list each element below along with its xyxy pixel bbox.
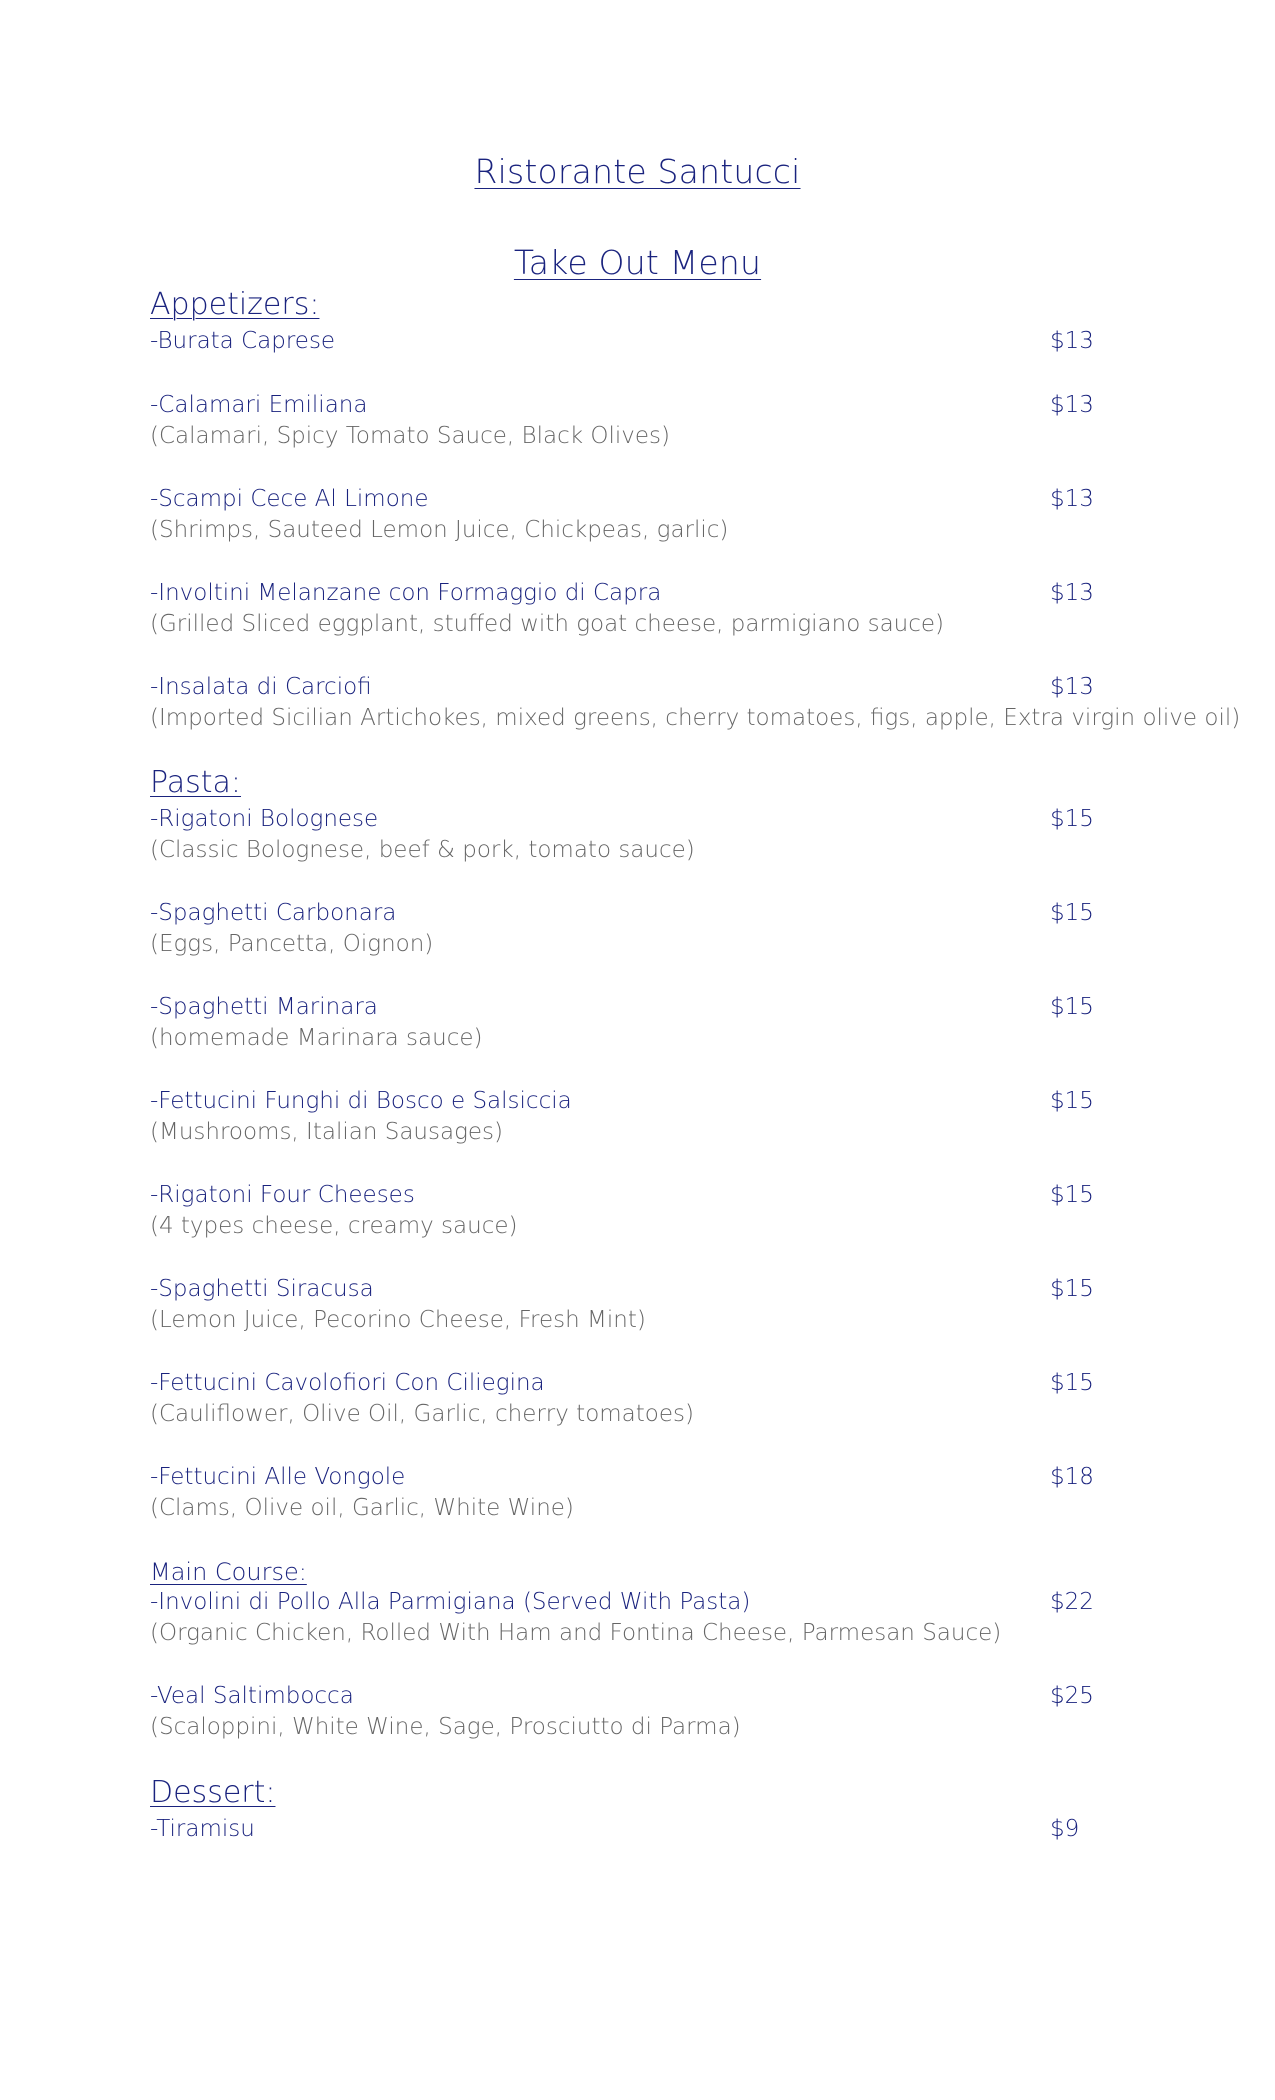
menu-title: Take Out Menu bbox=[513, 243, 762, 282]
menu-item-description: (homemade Marinara sauce) bbox=[150, 1025, 483, 1051]
menu-item-description: (Mushrooms, Italian Sausages) bbox=[150, 1119, 503, 1145]
menu-item-price: $15 bbox=[1050, 900, 1094, 926]
menu-item-description: (Classic Bolognese, beef & pork, tomato sauce) bbox=[150, 837, 695, 863]
menu-item-price: $13 bbox=[1050, 580, 1094, 606]
menu-item-price: $13 bbox=[1050, 674, 1094, 700]
menu-item-price: $13 bbox=[1050, 328, 1094, 354]
menu-item-description: (Eggs, Pancetta, Oignon) bbox=[150, 931, 434, 957]
menu-item-description: (Lemon Juice, Pecorino Cheese, Fresh Mint) bbox=[150, 1307, 646, 1333]
menu-item-name: -Spaghetti Carbonara bbox=[150, 900, 397, 926]
menu-item-description: (4 types cheese, creamy sauce) bbox=[150, 1213, 518, 1239]
menu-item-name: -Fettucini Cavolofiori Con Ciliegina bbox=[150, 1370, 545, 1396]
menu-item-name: -Burata Caprese bbox=[150, 328, 336, 354]
menu-item-price: $13 bbox=[1050, 486, 1094, 512]
menu-item-name: -Fettucini Funghi di Bosco e Salsiccia bbox=[150, 1088, 572, 1114]
menu-item-price: $15 bbox=[1050, 1088, 1094, 1114]
menu-item-price: $15 bbox=[1050, 994, 1094, 1020]
menu-item-price: $9 bbox=[1050, 1816, 1080, 1842]
menu-item-name: -Involtini Melanzane con Formaggio di Capra bbox=[150, 580, 662, 606]
menu-item-price: $25 bbox=[1050, 1683, 1094, 1709]
main-course-heading: Main Course: bbox=[150, 1558, 307, 1586]
menu-item-price: $15 bbox=[1050, 1370, 1094, 1396]
menu-item-description: (Grilled Sliced eggplant, stuffed with goat cheese, parmigiano sauce) bbox=[150, 611, 945, 637]
menu-item-description: (Clams, Olive oil, Garlic, White Wine) bbox=[150, 1495, 574, 1521]
menu-item-name: -Insalata di Carciofi bbox=[150, 674, 372, 700]
menu-item-name: -Calamari Emiliana bbox=[150, 392, 368, 418]
menu-item-description: (Organic Chicken, Rolled With Ham and Fontina Cheese, Parmesan Sauce) bbox=[150, 1620, 1002, 1646]
menu-item-name: -Tiramisu bbox=[150, 1816, 255, 1842]
menu-item-price: $15 bbox=[1050, 1182, 1094, 1208]
menu-item-name: -Rigatoni Bolognese bbox=[150, 806, 379, 832]
pasta-heading: Pasta: bbox=[150, 765, 242, 800]
menu-item-name: -Spaghetti Marinara bbox=[150, 994, 378, 1020]
menu-item-name: -Scampi Cece Al Limone bbox=[150, 486, 429, 512]
dessert-heading: Dessert: bbox=[150, 1775, 276, 1810]
appetizers-heading: Appetizers: bbox=[150, 287, 320, 322]
menu-item-description: (Shrimps, Sauteed Lemon Juice, Chickpeas, garlic) bbox=[150, 517, 729, 543]
menu-item-description: (Cauliflower, Olive Oil, Garlic, cherry tomatoes) bbox=[150, 1401, 694, 1427]
menu-item-name: -Veal Saltimbocca bbox=[150, 1683, 354, 1709]
restaurant-name: Ristorante Santucci bbox=[474, 152, 801, 191]
menu-item-description: (Calamari, Spicy Tomato Sauce, Black Olives) bbox=[150, 423, 670, 449]
menu-item-name: -Fettucini Alle Vongole bbox=[150, 1464, 406, 1490]
menu-item-price: $22 bbox=[1050, 1589, 1094, 1615]
menu-item-description: (Scaloppini, White Wine, Sage, Prosciutto di Parma) bbox=[150, 1714, 741, 1740]
menu-item-price: $18 bbox=[1050, 1464, 1094, 1490]
menu-item-price: $15 bbox=[1050, 1276, 1094, 1302]
menu-item-price: $15 bbox=[1050, 806, 1094, 832]
menu-item-name: -Involini di Pollo Alla Parmigiana (Served With Pasta) bbox=[150, 1589, 751, 1615]
menu-item-name: -Rigatoni Four Cheeses bbox=[150, 1182, 415, 1208]
menu-item-description: (Imported Sicilian Artichokes, mixed greens, cherry tomatoes, figs, apple, Extra virgin olive oil) bbox=[150, 705, 1241, 731]
menu-item-name: -Spaghetti Siracusa bbox=[150, 1276, 374, 1302]
menu-item-price: $13 bbox=[1050, 392, 1094, 418]
